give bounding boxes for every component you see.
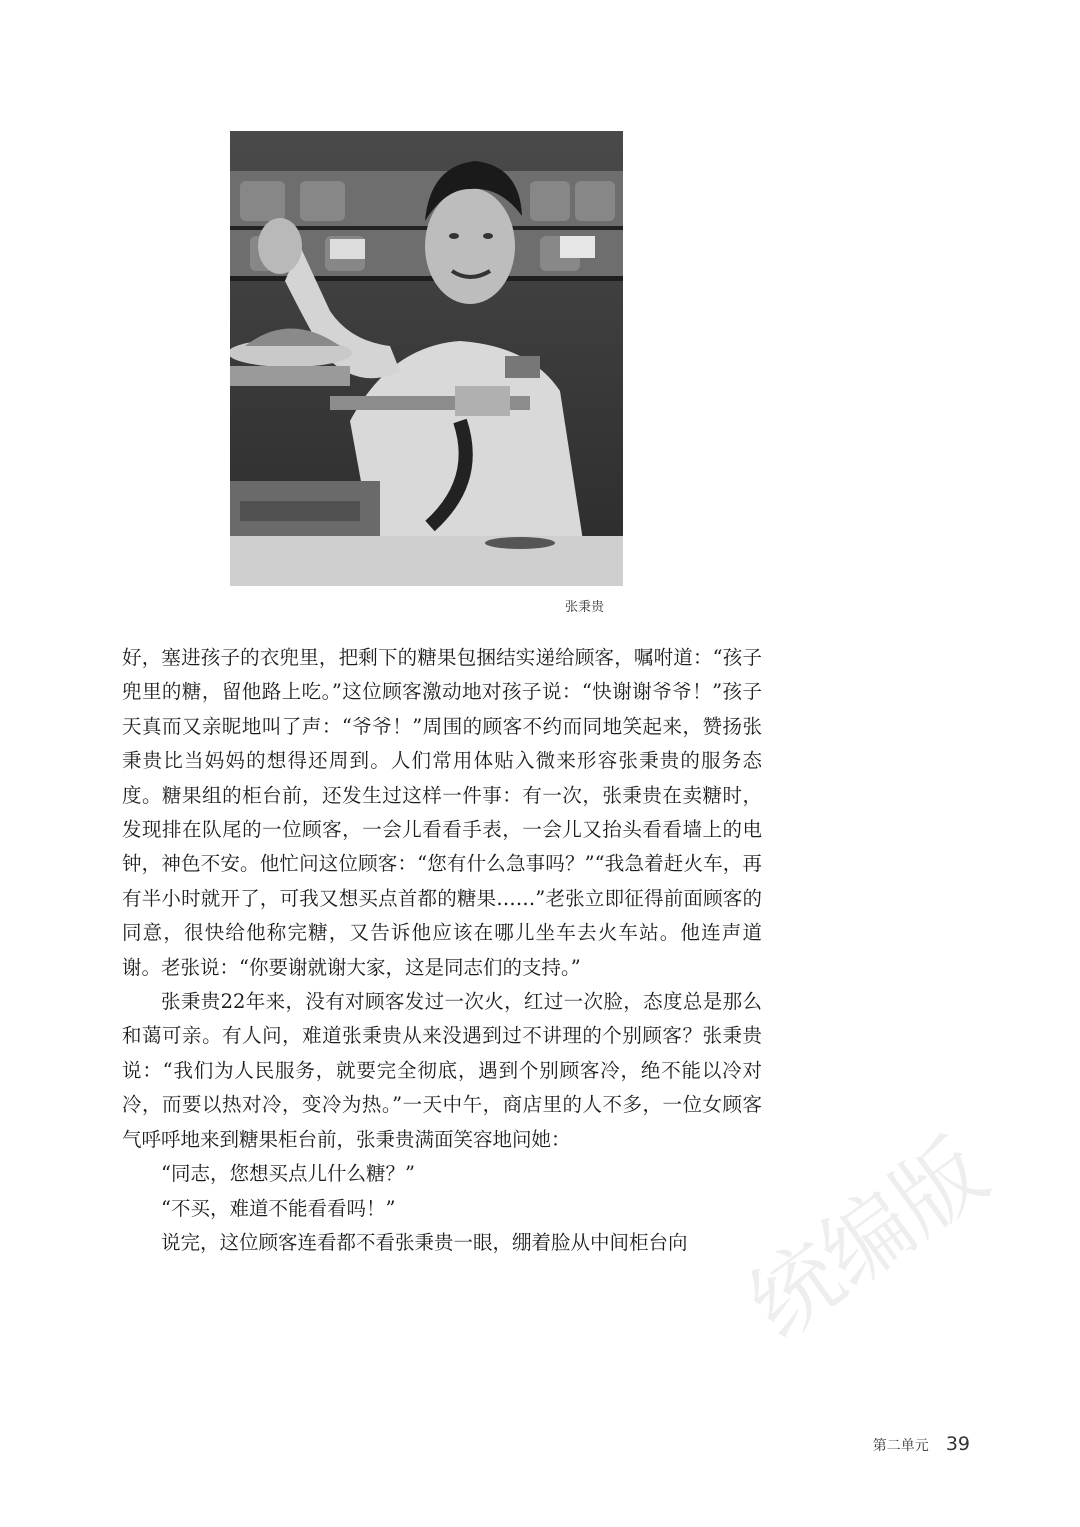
photo-caption: 张秉贵 bbox=[565, 600, 605, 615]
paragraph: 好，塞进孩子的衣兜里，把剩下的糖果包捆结实递给顾客，嘱咐道：“孩子兜里的糖，留他路上吃。”这位顾客激动地对孩子说：“快谢谢爷爷！”孩子天真而又亲昵地叫了声：“爷爷！”周围的顾客不约而同地笑起来，赞扬张秉贵比当妈妈的想得还周到。人们常用体贴入微来形容张秉贵的服务态度。糖果组的柜台前，还发生过这样一件事：有一次，张秉贵在卖糖时，发现排在队尾的一位顾客，一会儿看看手表，一会儿又抬头看看墙上的电钟，神色不安。他忙问这位顾客：“您有什么急事吗？”“我急着赶火车，再有半小时就开了，可我又想买点首都的糖果……”老张立即征得前面顾客的同意，很快给他称完糖，又告诉他应该在哪儿坐车去火车站。他连声道谢。老张说：“你要谢就谢大家，这是同志们的支持。” bbox=[122, 646, 762, 979]
paragraph: 张秉贵22年来，没有对顾客发过一次火，红过一次脸，态度总是那么和蔼可亲。有人问，难道张秉贵从来没遇到过不讲理的个别顾客？张秉贵说：“我们为人民服务，就要完全彻底，遇到个别顾客冷，绝不能以冷对冷，而要以热对冷，变冷为热。”一天中午，商店里的人不多，一位女顾客气呼呼地来到糖果柜台前，张秉贵满面笑容地问她： bbox=[122, 990, 762, 1151]
page-number: 39 bbox=[945, 1433, 970, 1455]
article-body bbox=[122, 641, 762, 1260]
photo-illustration bbox=[230, 131, 623, 586]
unit-label: 第二单元 bbox=[872, 1438, 929, 1454]
paragraph: “同志，您想买点儿什么糖？” bbox=[161, 1162, 415, 1186]
paragraph: 说完，这位顾客连看都不看张秉贵一眼，绷着脸从中间柜台向 bbox=[161, 1230, 688, 1254]
page-footer bbox=[873, 1433, 970, 1455]
paragraph: “不买，难道不能看看吗！” bbox=[161, 1196, 396, 1220]
photo-zhang-binggui bbox=[230, 131, 623, 586]
watermark: 统编版 bbox=[730, 1119, 1005, 1358]
